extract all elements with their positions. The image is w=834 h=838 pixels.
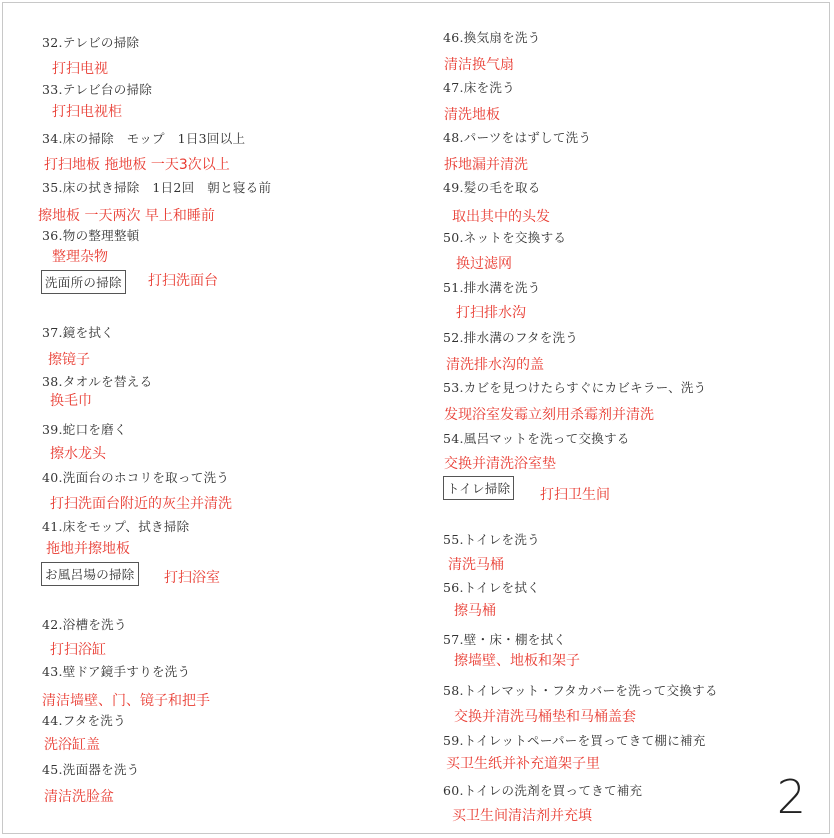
task-chinese-annotation: 交换并清洗马桶垫和马桶盖套 (454, 709, 636, 725)
task-japanese: 37.鏡を拭く (42, 325, 114, 340)
task-japanese: 59.トイレットペーパーを買ってきて棚に補充 (443, 733, 706, 748)
task-chinese-annotation: 清洁墙壁、门、镜子和把手 (42, 693, 210, 709)
task-japanese: 43.壁ドア鏡手すりを洗う (42, 664, 191, 679)
task-japanese: 53.カビを見つけたらすぐにカビキラー、洗う (443, 380, 707, 395)
task-japanese: 51.排水溝を洗う (443, 280, 541, 295)
task-chinese-annotation: 买卫生间清洁剂并充填 (452, 808, 592, 824)
task-chinese-annotation: 打扫电视柜 (52, 104, 122, 120)
task-japanese: 32.テレビの掃除 (42, 35, 140, 50)
task-japanese: 36.物の整理整頓 (42, 228, 140, 243)
task-japanese: 60.トイレの洗剤を買ってきて補充 (443, 783, 643, 798)
task-chinese-annotation: 擦水龙头 (50, 446, 106, 462)
left-column (0, 0, 400, 838)
task-chinese-annotation: 清洗排水沟的盖 (446, 357, 544, 373)
task-chinese-annotation: 取出其中的头发 (452, 209, 550, 225)
task-chinese-annotation: 换过滤网 (456, 256, 512, 272)
task-japanese: 39.蛇口を磨く (42, 422, 127, 437)
task-japanese: 57.壁・床・棚を拭く (443, 632, 567, 647)
task-chinese-annotation: 打扫电视 (52, 61, 108, 77)
right-column (400, 0, 800, 838)
task-chinese-annotation: 交换并清洗浴室垫 (444, 456, 556, 472)
task-chinese-annotation: 打扫洗面台附近的灰尘并清洗 (50, 496, 232, 512)
task-japanese: 42.浴槽を洗う (42, 617, 127, 632)
task-chinese-annotation: 打扫地板 拖地板 一天3次以上 (44, 157, 230, 173)
task-chinese-annotation: 擦墙壁、地板和架子 (454, 653, 580, 669)
task-chinese-annotation: 清洗马桶 (448, 557, 504, 573)
task-japanese: 34.床の掃除 モップ 1日3回以上 (42, 131, 246, 146)
section-heading: トイレ掃除 (443, 476, 514, 500)
task-chinese-annotation: 洗浴缸盖 (44, 737, 100, 753)
task-japanese: 33.テレビ台の掃除 (42, 82, 153, 97)
section-heading: お風呂場の掃除 (41, 562, 139, 586)
task-chinese-annotation: 清洁洗脸盆 (44, 789, 114, 805)
task-japanese: 56.トイレを拭く (443, 580, 540, 595)
task-chinese-annotation: 擦马桶 (454, 603, 496, 619)
task-japanese: 41.床をモップ、拭き掃除 (42, 519, 190, 534)
task-chinese-annotation: 发现浴室发霉立刻用杀霉剂并清洗 (444, 407, 654, 423)
task-japanese: 45.洗面器を洗う (42, 762, 140, 777)
page-number: 2 (776, 770, 806, 824)
task-chinese-annotation: 买卫生纸并补充道架子里 (446, 756, 600, 772)
task-japanese: 44.フタを洗う (42, 713, 126, 728)
task-chinese-annotation: 打扫浴室 (164, 570, 220, 586)
task-japanese: 38.タオルを替える (42, 374, 153, 389)
task-japanese: 55.トイレを洗う (443, 532, 540, 547)
task-japanese: 47.床を洗う (443, 80, 515, 95)
task-chinese-annotation: 打扫洗面台 (148, 273, 218, 289)
task-chinese-annotation: 拆地漏并清洗 (444, 157, 528, 173)
section-heading: 洗面所の掃除 (41, 270, 126, 294)
task-japanese: 50.ネットを交換する (443, 230, 567, 245)
task-chinese-annotation: 换毛巾 (50, 393, 92, 409)
task-chinese-annotation: 打扫浴缸 (50, 642, 106, 658)
task-chinese-annotation: 打扫排水沟 (456, 305, 526, 321)
task-japanese: 49.髪の毛を取る (443, 180, 541, 195)
task-chinese-annotation: 擦镜子 (48, 352, 90, 368)
task-chinese-annotation: 打扫卫生间 (540, 487, 610, 503)
task-chinese-annotation: 拖地并擦地板 (46, 541, 130, 557)
task-chinese-annotation: 清洗地板 (444, 107, 500, 123)
task-japanese: 54.風呂マットを洗って交換する (443, 431, 630, 446)
task-chinese-annotation: 擦地板 一天两次 早上和睡前 (38, 208, 215, 224)
task-chinese-annotation: 整理杂物 (52, 249, 108, 265)
task-japanese: 52.排水溝のフタを洗う (443, 330, 579, 345)
task-japanese: 46.換気扇を洗う (443, 30, 541, 45)
task-japanese: 48.パーツをはずして洗う (443, 130, 592, 145)
task-japanese: 40.洗面台のホコリを取って洗う (42, 470, 230, 485)
task-japanese: 58.トイレマット・フタカバーを洗って交換する (443, 683, 718, 698)
task-japanese: 35.床の拭き掃除 1日2回 朝と寝る前 (42, 180, 272, 195)
task-chinese-annotation: 清洁换气扇 (444, 57, 514, 73)
